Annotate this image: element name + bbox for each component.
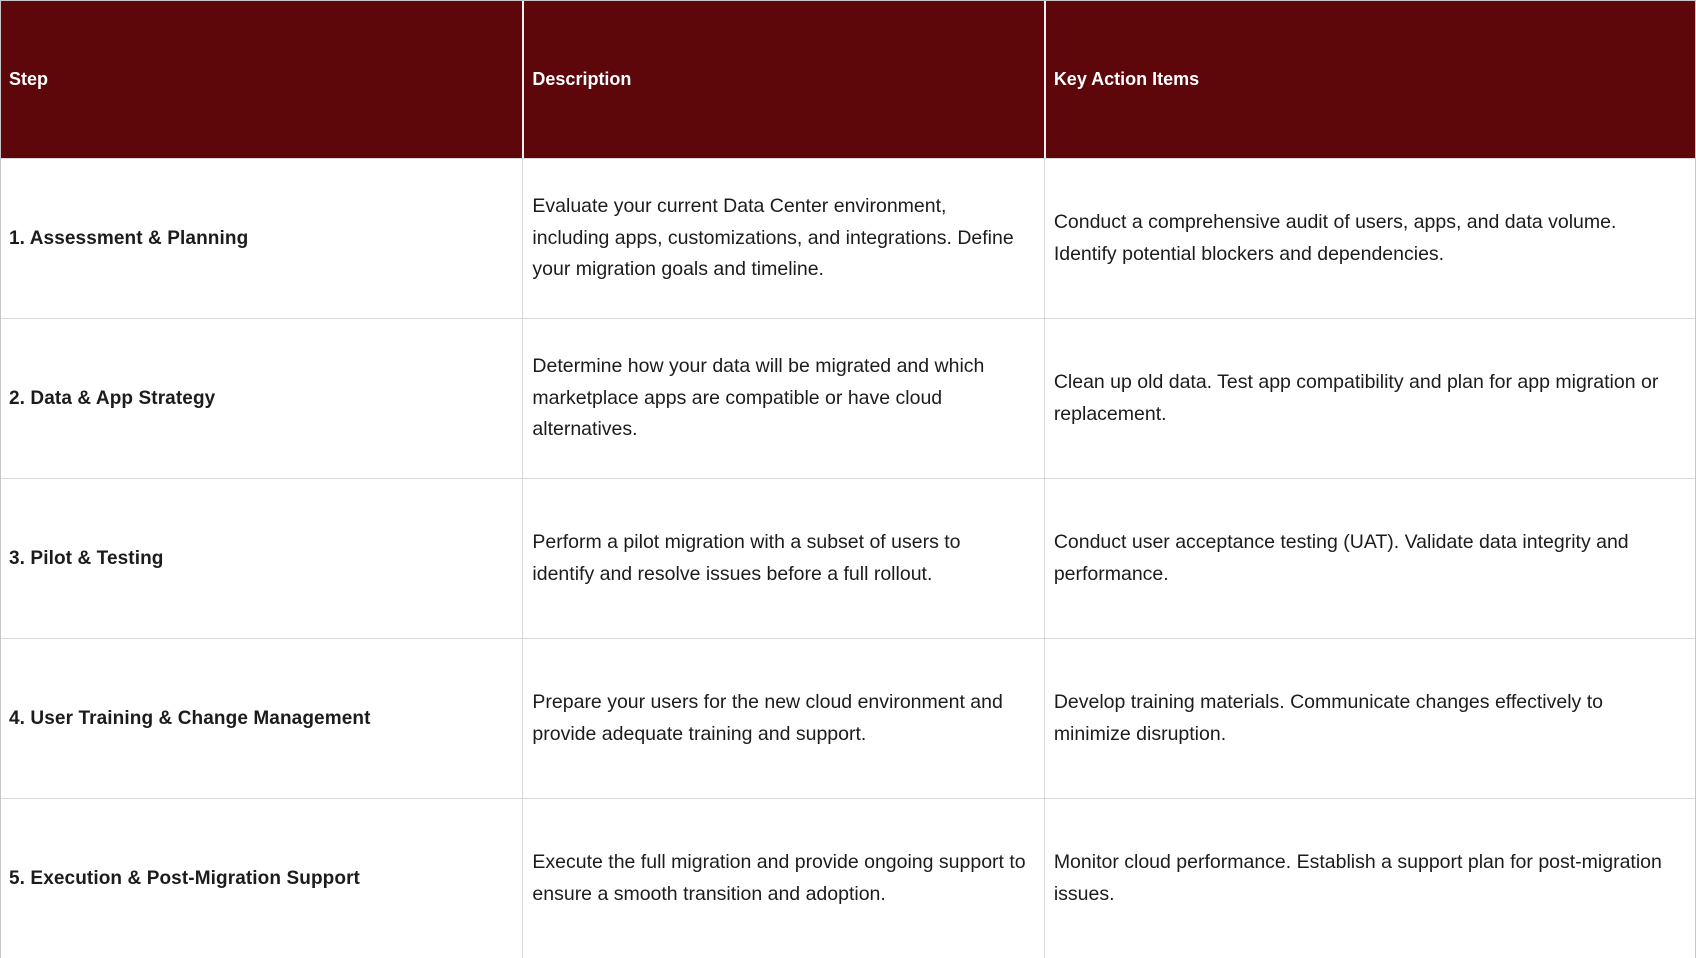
- description-cell: Evaluate your current Data Center environment, including apps, customizations, and integrations. Define your migration goals and timeline.: [522, 159, 1043, 318]
- description-cell: Prepare your users for the new cloud environment and provide adequate training and support.: [522, 639, 1043, 798]
- description-cell: Execute the full migration and provide ongoing support to ensure a smooth transition and adoption.: [522, 799, 1043, 958]
- table-header-row: [1, 1, 1695, 158]
- description-cell: Determine how your data will be migrated and which marketplace apps are compatible or have cloud alternatives.: [522, 319, 1043, 478]
- step-cell: 4. User Training & Change Management: [9, 707, 371, 729]
- key-action-items-cell: Clean up old data. Test app compatibility and plan for app migration or replacement.: [1044, 319, 1695, 478]
- table-row-pilot-testing: [1, 478, 1695, 638]
- key-action-items-cell: Conduct user acceptance testing (UAT). Validate data integrity and performance.: [1044, 479, 1695, 638]
- table-row-execution-post-migration-support: [1, 798, 1695, 958]
- table-row-data-app-strategy: [1, 318, 1695, 478]
- step-cell: 1. Assessment & Planning: [9, 227, 249, 249]
- column-header-key-action-items: Key Action Items: [1044, 1, 1695, 158]
- column-header-step: Step: [9, 69, 49, 89]
- step-cell: 3. Pilot & Testing: [9, 547, 164, 569]
- key-action-items-cell: Monitor cloud performance. Establish a support plan for post-migration issues.: [1044, 799, 1695, 958]
- step-cell: 2. Data & App Strategy: [9, 387, 216, 409]
- step-cell: 5. Execution & Post-Migration Support: [9, 867, 360, 889]
- key-action-items-cell: Conduct a comprehensive audit of users, apps, and data volume. Identify potential blockers and dependencies.: [1044, 159, 1695, 318]
- table-row-assessment-planning: [1, 158, 1695, 318]
- column-header-description: Description: [522, 1, 1043, 158]
- description-cell: Perform a pilot migration with a subset of users to identify and resolve issues before a full rollout.: [522, 479, 1043, 638]
- key-action-items-cell: Develop training materials. Communicate changes effectively to minimize disruption.: [1044, 639, 1695, 798]
- table-row-user-training-change-management: [1, 638, 1695, 798]
